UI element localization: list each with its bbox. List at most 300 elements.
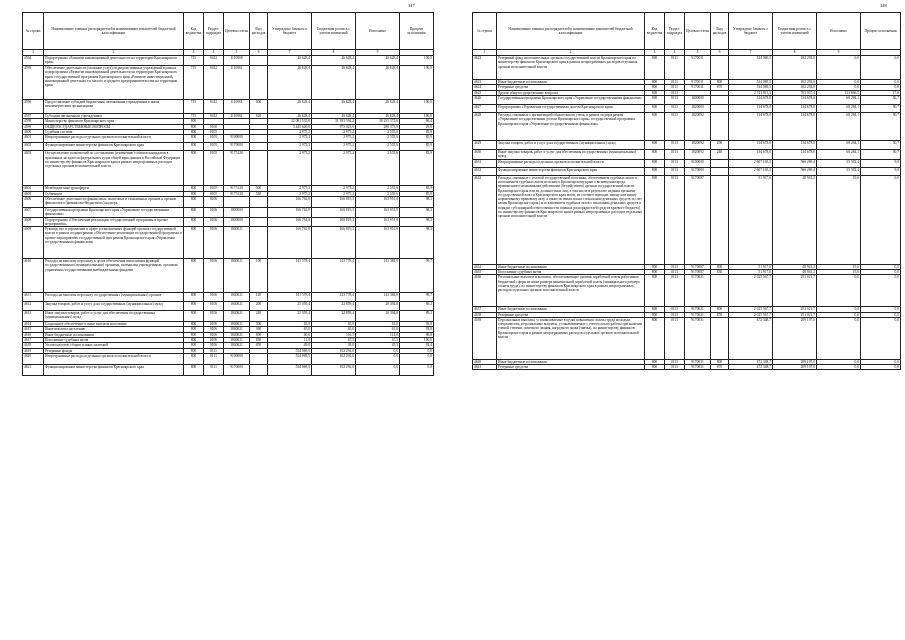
item-name: Региональные выплаты и выплаты, обеспечивающие уровень заработной платы работников бюджетной сферы не ниже размера минимальной заработной платы (минимального размера оплаты труда), по министерству финансов Красноярского края в рамках непрограммных расходов отдельных органов исполнительной власти xyxy=(497,275,645,307)
item-name: Обеспечение деятельности финансовых, налоговых и таможенных органов и органов финансового (финансово-бюджетного) надзора xyxy=(44,196,184,207)
table-cell: 0106 xyxy=(204,343,224,348)
table-cell: 0,0 xyxy=(861,359,901,364)
table-cell: 1840021 xyxy=(224,259,250,293)
table-cell: 300 xyxy=(250,322,268,327)
table-cell: 45,3 xyxy=(356,343,400,348)
item-name: Исполнение судебных актов xyxy=(44,338,184,343)
table-cell xyxy=(224,196,250,207)
row-number: 4617 xyxy=(23,338,44,343)
table-cell: 800 xyxy=(645,175,665,264)
column-header: Наименование главных распорядителей и наименование показателей бюджетной классификации xyxy=(497,13,645,50)
table-row xyxy=(23,135,434,143)
item-name: Функционирование министерства финансов Красноярского края xyxy=(44,365,184,376)
table-cell: 251 021,7 xyxy=(773,275,817,307)
table-row xyxy=(473,149,901,159)
table-cell: 85,9 xyxy=(400,135,434,143)
item-name: Непрограммные расходы отдельных органов исполнительной власти xyxy=(497,159,645,167)
row-number: 4640 xyxy=(473,359,497,364)
item-name: Субвенции xyxy=(44,191,184,196)
table-cell: 2 555,6 xyxy=(356,135,400,143)
item-name: Межбюджетные трансферты xyxy=(44,186,184,191)
table-cell: 2 975,2 xyxy=(312,129,356,134)
table-cell: 0106 xyxy=(204,322,224,327)
table-cell: 800 xyxy=(184,259,204,293)
table-cell: 209 197,0 xyxy=(773,359,817,364)
table-cell: 55 582,4 xyxy=(817,167,861,175)
table-cell: 93,8 xyxy=(400,322,434,327)
table-cell: 0113 xyxy=(665,167,685,175)
table-cell: 0105 xyxy=(204,186,224,191)
row-number: 4615 xyxy=(23,327,44,332)
table-row xyxy=(473,175,901,264)
table-cell: 800 xyxy=(645,149,665,159)
table-cell: 0106 xyxy=(204,227,224,259)
table-cell: 0412 xyxy=(204,66,224,100)
table-cell: 9170031 xyxy=(685,359,711,364)
table-cell: 61,0 xyxy=(356,322,400,327)
table-cell: 143 778,4 xyxy=(312,293,356,302)
table-cell: 166 819,3 xyxy=(312,217,356,227)
table-row xyxy=(473,275,901,307)
table-cell: 32 081 535,8 xyxy=(268,119,312,124)
table-cell: 9175120 xyxy=(224,186,250,191)
table-cell: 800 xyxy=(184,196,204,207)
table-cell: 240 xyxy=(711,149,729,159)
table-cell: 49,0 xyxy=(268,343,312,348)
table-cell: 534 069,5 xyxy=(268,348,312,353)
table-cell: 0113 xyxy=(665,112,685,140)
column-header: Вид расходов xyxy=(711,13,729,50)
item-name: Резервные средства xyxy=(497,85,645,90)
table-cell: 2 555,6 xyxy=(356,143,400,151)
table-cell: 46 628,4 xyxy=(312,66,356,100)
table-cell: 0113 xyxy=(665,307,685,312)
table-cell: 715 xyxy=(184,114,204,119)
row-number: 4635 xyxy=(473,269,497,274)
table-cell: 1110061 xyxy=(224,100,250,114)
table-cell: 800 xyxy=(184,343,204,348)
table-cell: 600 xyxy=(250,100,268,114)
table-cell: 2 975,2 xyxy=(312,191,356,196)
item-name: Закупка товаров, работ и услуг для государственных (муниципальных) нужд xyxy=(497,140,645,149)
table-cell: 163 951,8 xyxy=(356,207,400,217)
table-cell: 800 xyxy=(184,119,204,124)
table-cell: 975 023,9 xyxy=(312,124,356,129)
table-cell: 98,3 xyxy=(400,217,434,227)
table-cell: 116,5 xyxy=(312,332,356,337)
item-name: Предоставление субсидий бюджетным, автономным учреждениям и иным некоммерческим организациям xyxy=(44,100,184,114)
table-cell: 1840021 xyxy=(224,322,250,327)
table-cell: 800 xyxy=(645,317,665,359)
table-cell: 60,0 xyxy=(268,332,312,337)
table-cell: 1820000 xyxy=(685,104,711,112)
table-cell: 800 xyxy=(184,151,204,186)
item-name: Подпрограмма «Обеспечение реализации государственной программы и прочие мероприятия» xyxy=(44,217,184,227)
table-cell: 800 xyxy=(184,143,204,151)
table-cell: 0113 xyxy=(665,275,685,307)
column-header: Раздел-подраздел xyxy=(665,13,685,50)
item-name: Судебная система xyxy=(44,129,184,134)
table-cell xyxy=(250,196,268,207)
row-number: 4627 xyxy=(473,104,497,112)
table-cell: 870 xyxy=(711,365,729,370)
table-cell: 290 373,9 xyxy=(356,124,400,129)
table-cell: 46 628,4 xyxy=(268,100,312,114)
table-cell: 0105 xyxy=(204,129,224,134)
table-cell: 240 xyxy=(250,311,268,322)
item-name: Другие общегосударственные вопросы xyxy=(497,90,645,95)
table-cell: 800 xyxy=(711,359,729,364)
table-cell: 0,0 xyxy=(400,354,434,365)
column-index: 2 xyxy=(44,50,184,56)
table-cell: 166 762,8 xyxy=(268,207,312,217)
table-cell: 120 xyxy=(250,293,268,302)
table-cell: 0,0 xyxy=(817,359,861,364)
table-cell: 0106 xyxy=(204,327,224,332)
table-cell: 0106 xyxy=(204,302,224,311)
table-cell: 0106 xyxy=(204,332,224,337)
row-number: 4622 xyxy=(473,56,497,80)
table-cell: 1840021 xyxy=(224,311,250,322)
table-cell: 715 xyxy=(184,100,204,114)
table-cell: 800 xyxy=(184,354,204,365)
table-cell: 530 xyxy=(250,191,268,196)
table-cell: 2 975,2 xyxy=(312,186,356,191)
table-row xyxy=(473,112,901,140)
table-cell: 9100000 xyxy=(685,159,711,167)
table-cell: 0,0 xyxy=(356,348,400,353)
table-cell: 99,7 xyxy=(400,259,434,293)
table-cell: 0,0 xyxy=(861,56,901,80)
table-cell: 800 xyxy=(645,140,665,149)
table-cell: 9,8 xyxy=(861,159,901,167)
table-cell: 800 xyxy=(184,311,204,322)
table-cell xyxy=(711,159,729,167)
item-name: Иные выплаты населению xyxy=(44,327,184,332)
item-name: ОБЩЕГОСУДАРСТВЕННЫЕ ВОПРОСЫ xyxy=(44,124,184,129)
table-cell: 0106 xyxy=(204,207,224,217)
table-cell: 800 xyxy=(184,217,204,227)
table-cell: 141 578,4 xyxy=(268,259,312,293)
table-cell: 85,9 xyxy=(400,143,434,151)
table-cell: 134 678,0 xyxy=(773,104,817,112)
table-cell: 2 555,6 xyxy=(356,186,400,191)
table-cell: 0,0 xyxy=(861,275,901,307)
table-row xyxy=(23,302,434,311)
table-cell: 0111 xyxy=(204,365,224,376)
table-cell: 99,7 xyxy=(400,293,434,302)
row-number: 4604 xyxy=(23,186,44,191)
table-cell: 800 xyxy=(184,322,204,327)
table-cell: 800 xyxy=(184,186,204,191)
table-row xyxy=(473,95,901,104)
column-header: Вид расходов xyxy=(250,13,268,50)
column-header: Исполнено xyxy=(356,13,400,50)
table-cell: 102 292,0 xyxy=(773,80,817,85)
column-index: 9 xyxy=(817,50,861,56)
table-cell: 1110061 xyxy=(224,66,250,100)
table-cell: 1840021 xyxy=(224,227,250,259)
row-number: 4630 xyxy=(473,149,497,159)
item-name: Государственная программа Красноярского края «Управление государственными финансами» xyxy=(44,207,184,217)
table-cell: 0,0 xyxy=(817,85,861,90)
column-index: 8 xyxy=(773,50,817,56)
table-cell: 100,0 xyxy=(400,66,434,100)
table-cell: 360 xyxy=(250,327,268,332)
table-cell: 800 xyxy=(645,104,665,112)
table-cell: 0,0 xyxy=(861,365,901,370)
table-cell: 134 678,0 xyxy=(729,95,773,104)
table-cell: 472 348,7 xyxy=(729,365,773,370)
table-cell: 830 xyxy=(711,269,729,274)
row-number: 4618 xyxy=(23,343,44,348)
item-name: Расходы, связанные с организацией обязательного учета, в рамках подпрограммы «Управление государственным долгом Красноярского края» государственной программы Красноярского края «Управление государственными финансами» xyxy=(497,112,645,140)
row-number: 4606 xyxy=(23,196,44,207)
table-cell: 163 951,8 xyxy=(356,196,400,207)
row-number: 4609 xyxy=(23,227,44,259)
table-row xyxy=(23,151,434,186)
row-number: 4596 xyxy=(23,100,44,114)
table-cell: 51 917,6 xyxy=(729,175,773,264)
table-cell: 0,0 xyxy=(817,365,861,370)
table-cell: 65,0 xyxy=(312,327,356,332)
table-cell: 800 xyxy=(184,227,204,259)
table-cell: 98,3 xyxy=(400,196,434,207)
table-cell: 100,0 xyxy=(400,338,434,343)
table-cell: 800 xyxy=(645,312,665,317)
table-cell: 1800000 xyxy=(224,207,250,217)
row-number: 4636 xyxy=(473,275,497,307)
table-cell: 9170087 xyxy=(685,269,711,274)
table-cell: 800 xyxy=(645,167,665,175)
table-cell: 9175120 xyxy=(224,151,250,186)
table-cell: 800 xyxy=(184,302,204,311)
table-cell: 46 628,4 xyxy=(268,114,312,119)
table-cell: 61,0 xyxy=(356,327,400,332)
row-number: 4628 xyxy=(473,112,497,140)
table-cell: 89,2 xyxy=(400,302,434,311)
table-row xyxy=(473,317,901,359)
table-cell: 1820092 xyxy=(685,112,711,140)
table-row xyxy=(473,104,901,112)
table-cell xyxy=(250,66,268,100)
table-cell: 1840021 xyxy=(224,332,250,337)
table-cell: 46 628,4 xyxy=(312,56,356,66)
table-cell: 0113 xyxy=(665,175,685,264)
table-cell: 800 xyxy=(184,348,204,353)
table-cell: 534 069,5 xyxy=(729,80,773,85)
table-cell: 67,5 xyxy=(356,338,400,343)
row-number: 4616 xyxy=(23,332,44,337)
table-cell: 0105 xyxy=(204,135,224,143)
table-cell: 100,0 xyxy=(400,100,434,114)
table-cell: 0412 xyxy=(204,56,224,66)
table-cell: 123 866,5 xyxy=(817,90,861,95)
table-cell: 0106 xyxy=(204,217,224,227)
table-cell: 9100000 xyxy=(224,135,250,143)
table-cell: 0111 xyxy=(665,56,685,80)
table-cell: 0,0 xyxy=(817,80,861,85)
table-row xyxy=(23,365,434,376)
table-cell: 100 xyxy=(250,259,268,293)
column-index: 1 xyxy=(23,50,44,56)
table-cell: 9170000 xyxy=(224,365,250,376)
column-header: Код ведомства xyxy=(184,13,204,50)
table-cell: 800 xyxy=(645,264,665,269)
table-cell: 9170011 xyxy=(685,85,711,90)
table-row xyxy=(23,354,434,365)
item-name: Государственная программа Красноярского края «Управление государственными финансами» xyxy=(497,95,645,104)
table-cell: 100,0 xyxy=(400,56,434,66)
table-cell: 48 941,2 xyxy=(773,175,817,264)
row-number: 4629 xyxy=(473,140,497,149)
table-cell: 166 819,3 xyxy=(312,207,356,217)
table-cell: 134 678,0 xyxy=(773,112,817,140)
table-cell: 51 917,6 xyxy=(729,269,773,274)
column-index: 6 xyxy=(711,50,729,56)
row-number: 4612 xyxy=(23,302,44,311)
table-cell: 800 xyxy=(645,56,665,80)
table-cell: 1840021 xyxy=(224,343,250,348)
table-cell: 50,7 xyxy=(861,104,901,112)
table-cell: 800 xyxy=(250,332,268,337)
row-number: 4601 xyxy=(23,135,44,143)
row-number: 4633 xyxy=(473,175,497,264)
table-cell: 166 819,3 xyxy=(312,227,356,259)
table-cell: 143 384,0 xyxy=(356,259,400,293)
table-cell: 0113 xyxy=(665,104,685,112)
table-row xyxy=(473,167,901,175)
table-cell: 800 xyxy=(711,307,729,312)
table-cell: 50,7 xyxy=(861,95,901,104)
table-cell: 1840000 xyxy=(224,217,250,227)
row-number: 4613 xyxy=(23,311,44,322)
table-cell: 68 284,1 xyxy=(817,104,861,112)
table-cell: 2 025 567,7 xyxy=(729,307,773,312)
table-cell: 0,0 xyxy=(861,264,901,269)
table-cell: 534 069,5 xyxy=(729,85,773,90)
table-cell: 2 975,2 xyxy=(312,135,356,143)
column-index: 9 xyxy=(356,50,400,56)
row-number: 4623 xyxy=(473,80,497,85)
table-cell: 46 628,4 xyxy=(268,66,312,100)
table-cell: 1840021 xyxy=(224,327,250,332)
table-cell: 0106 xyxy=(204,338,224,343)
table-cell: 1840021 xyxy=(224,302,250,311)
table-row xyxy=(23,293,434,302)
row-number: 4614 xyxy=(23,322,44,327)
table-cell: 9170031 xyxy=(685,365,711,370)
item-name: Расходы, связанные с уплатой государственной пошлины, обеспечением судебных актов и исполнением судебных актов по искам к Красноярскому краю о возмещении вреда, причиненного незаконными действиями (бездействием) органов государственной власти Красноярского края или их должностных лиц, в том числе в результате издания органами государственной власти Красноярского края актов, не соответствующих закону или иному нормативному правовому акту, а также по иным искам о взыскании денежных средств за счет казны Красноярского края (за исключением судебных актов о взыскании денежных средств в порядке субсидиарной ответственности главных распорядителей средств краевого бюджета) по министерству финансов Красноярского края в рамках непрограммных расходов отдельных органов исполнительной власти xyxy=(497,175,645,264)
table-cell: 251 021,7 xyxy=(773,312,817,317)
column-header: Раздел-подраздел xyxy=(204,13,224,50)
item-name: Обеспечение деятельности (оказание услуг) подведомственных учреждений в рамках подпрограммы «Развитие инновационной деятельности на территории Красноярского края» государственной программы Красноярского края «Развитие инвестиционной, инновационной деятельности, малого и среднего предпринимательства на территории края» xyxy=(44,66,184,100)
table-cell: 0,0 xyxy=(356,354,400,365)
table-cell: 65,0 xyxy=(268,327,312,332)
table-cell: 68 284,1 xyxy=(817,149,861,159)
column-index: 7 xyxy=(268,50,312,56)
column-header: Утверждено Законом о бюджете xyxy=(268,13,312,50)
table-cell: 0412 xyxy=(204,100,224,114)
table-cell: 800 xyxy=(711,264,729,269)
table-cell: 134 678,0 xyxy=(729,149,773,159)
table-cell: 2 555,6 xyxy=(356,129,400,134)
table-cell: 9170021 xyxy=(685,275,711,307)
row-number: 4641 xyxy=(473,365,497,370)
table-cell: 870 xyxy=(711,312,729,317)
table-cell: 11,0 xyxy=(268,338,312,343)
row-number: 4608 xyxy=(23,217,44,227)
table-cell: 143 384,0 xyxy=(356,293,400,302)
table-cell xyxy=(250,354,268,365)
table-cell: 2 025 567,7 xyxy=(729,312,773,317)
column-header: Процент исполнения xyxy=(861,13,901,50)
table-cell: 134 678,0 xyxy=(729,104,773,112)
item-name: Персональные выплаты, устанавливаемые в целях повышения оплаты труда молодым специалистам, персональные выплаты, устанавливаемые с учетом опыта работы при наличии ученой степени, почетного звания, нагрудного знака (значка), по министерству финансов Красноярского края в рамках непрограммных расходов отдельных органов исполнительной власти xyxy=(497,317,645,359)
row-number: 4624 xyxy=(473,85,497,90)
table-row xyxy=(23,227,434,259)
table-cell: 112,8 xyxy=(356,332,400,337)
table-cell: 251 021,7 xyxy=(773,307,817,312)
column-index: 5 xyxy=(224,50,250,56)
column-header: Бюджетная роспись с учетом изменений xyxy=(773,13,817,50)
item-name: Подпрограмма «Развитие инновационной деятельности на территории Красноярского края» xyxy=(44,56,184,66)
page-right xyxy=(463,0,905,640)
table-cell: 0,0 xyxy=(861,312,901,317)
column-index: 8 xyxy=(312,50,356,56)
table-cell: 2 025 567,7 xyxy=(729,275,773,307)
table-cell: 96,8 xyxy=(400,332,434,337)
table-cell: 48 941,2 xyxy=(773,269,817,274)
table-cell: 89,2 xyxy=(400,311,434,322)
table-cell: 703 937,4 xyxy=(773,90,817,95)
table-cell: 2 975,2 xyxy=(268,143,312,151)
table-cell: 163 951,8 xyxy=(356,217,400,227)
table-cell xyxy=(711,95,729,104)
table-cell: 9170011 xyxy=(685,56,711,80)
table-cell: 0,0 xyxy=(400,365,434,376)
table-cell: 566 269,4 xyxy=(773,167,817,175)
table-cell: 0106 xyxy=(204,196,224,207)
item-name: Субсидии автономным учреждениям xyxy=(44,114,184,119)
table-cell: 800 xyxy=(184,207,204,217)
item-name: Непрограммные расходы отдельных органов исполнительной власти xyxy=(44,135,184,143)
table-cell xyxy=(250,151,268,186)
item-name: Непрограммные расходы отдельных органов исполнительной власти xyxy=(44,354,184,365)
table-row xyxy=(23,56,434,66)
table-cell: 85,9 xyxy=(400,151,434,186)
table-cell: 134 678,0 xyxy=(773,140,817,149)
table-cell: 166 762,8 xyxy=(268,196,312,207)
table-cell: 800 xyxy=(645,307,665,312)
table-cell: 20 394,0 xyxy=(356,311,400,322)
table-cell: 0111 xyxy=(204,348,224,353)
table-cell: 0,0 xyxy=(861,175,901,264)
table-cell xyxy=(250,56,268,66)
table-cell: 9170021 xyxy=(685,312,711,317)
table-cell: 1840021 xyxy=(224,338,250,343)
table-cell xyxy=(250,143,268,151)
column-header: Процент исполнения xyxy=(400,13,434,50)
item-name: Уплата налогов, сборов и иных платежей xyxy=(44,343,184,348)
table-row xyxy=(473,56,901,80)
table-cell: 209 197,0 xyxy=(773,365,817,370)
item-name: Иные бюджетные ассигнования xyxy=(497,359,645,364)
row-number: 4621 xyxy=(23,365,44,376)
table-cell: 0412 xyxy=(204,114,224,119)
budget-table xyxy=(22,12,434,376)
table-cell: 0113 xyxy=(665,140,685,149)
